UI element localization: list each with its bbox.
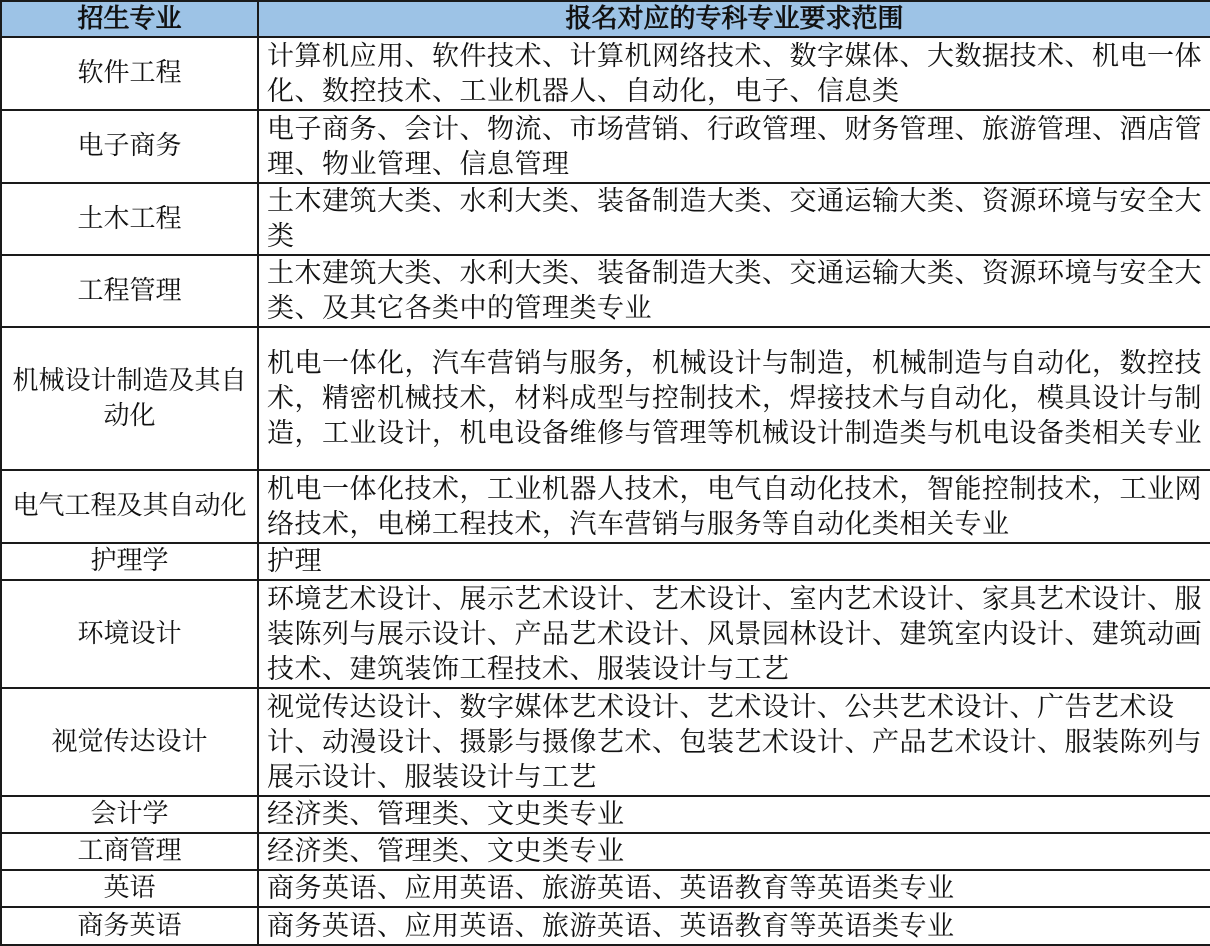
requirement-cell: 环境艺术设计、展示艺术设计、艺术设计、室内艺术设计、家具艺术设计、服装陈列与展示设计、产品艺术设计、风景园林设计、建筑室内设计、建筑动画技术、建筑装饰工程技术、服装设计与工艺 (258, 580, 1210, 688)
major-cell: 工程管理 (1, 255, 258, 327)
table-row (1, 688, 1210, 796)
table-row (1, 255, 1210, 327)
table-row (1, 796, 1210, 833)
table-row (1, 327, 1210, 470)
major-cell: 土木工程 (1, 183, 258, 255)
requirement-cell: 商务英语、应用英语、旅游英语、英语教育等英语类专业 (258, 907, 1210, 945)
requirement-cell: 机电一体化，汽车营销与服务，机械设计与制造，机械制造与自动化，数控技术，精密机械技术，材料成型与控制技术，焊接技术与自动化，模具设计与制造，工业设计，机电设备维修与管理等机械设计制造类与机电设备类相关专业 (258, 327, 1210, 470)
requirement-cell: 经济类、管理类、文史类专业 (258, 833, 1210, 870)
header-requirement: 报名对应的专科专业要求范围 (258, 1, 1210, 37)
major-cell: 机械设计制造及其自动化 (1, 327, 258, 470)
requirement-cell: 计算机应用、软件技术、计算机网络技术、数字媒体、大数据技术、机电一体化、数控技术、工业机器人、自动化，电子、信息类 (258, 37, 1210, 110)
table-row (1, 580, 1210, 688)
requirement-cell: 电子商务、会计、物流、市场营销、行政管理、财务管理、旅游管理、酒店管理、物业管理、信息管理 (258, 110, 1210, 183)
major-cell: 护理学 (1, 543, 258, 580)
major-cell: 工商管理 (1, 833, 258, 870)
major-cell: 电气工程及其自动化 (1, 470, 258, 543)
table-row (1, 833, 1210, 870)
table-row (1, 543, 1210, 580)
table-header-row (1, 1, 1210, 37)
major-cell: 环境设计 (1, 580, 258, 688)
requirement-cell: 土木建筑大类、水利大类、装备制造大类、交通运输大类、资源环境与安全大类、及其它各类中的管理类专业 (258, 255, 1210, 327)
table-row (1, 183, 1210, 255)
table-row (1, 907, 1210, 945)
requirement-cell: 商务英语、应用英语、旅游英语、英语教育等英语类专业 (258, 870, 1210, 907)
requirement-cell: 护理 (258, 543, 1210, 580)
major-cell: 商务英语 (1, 907, 258, 945)
header-major: 招生专业 (1, 1, 258, 37)
table-row (1, 37, 1210, 110)
major-cell: 电子商务 (1, 110, 258, 183)
table-row (1, 110, 1210, 183)
table-row (1, 470, 1210, 543)
requirement-cell: 经济类、管理类、文史类专业 (258, 796, 1210, 833)
requirement-cell: 视觉传达设计、数字媒体艺术设计、艺术设计、公共艺术设计、广告艺术设计、动漫设计、摄影与摄像艺术、包装艺术设计、产品艺术设计、服装陈列与展示设计、服装设计与工艺 (258, 688, 1210, 796)
major-cell: 视觉传达设计 (1, 688, 258, 796)
requirement-cell: 土木建筑大类、水利大类、装备制造大类、交通运输大类、资源环境与安全大类 (258, 183, 1210, 255)
requirement-cell: 机电一体化技术，工业机器人技术，电气自动化技术，智能控制技术，工业网络技术，电梯工程技术，汽车营销与服务等自动化类相关专业 (258, 470, 1210, 543)
major-cell: 会计学 (1, 796, 258, 833)
table-row (1, 870, 1210, 907)
major-cell: 软件工程 (1, 37, 258, 110)
major-cell: 英语 (1, 870, 258, 907)
